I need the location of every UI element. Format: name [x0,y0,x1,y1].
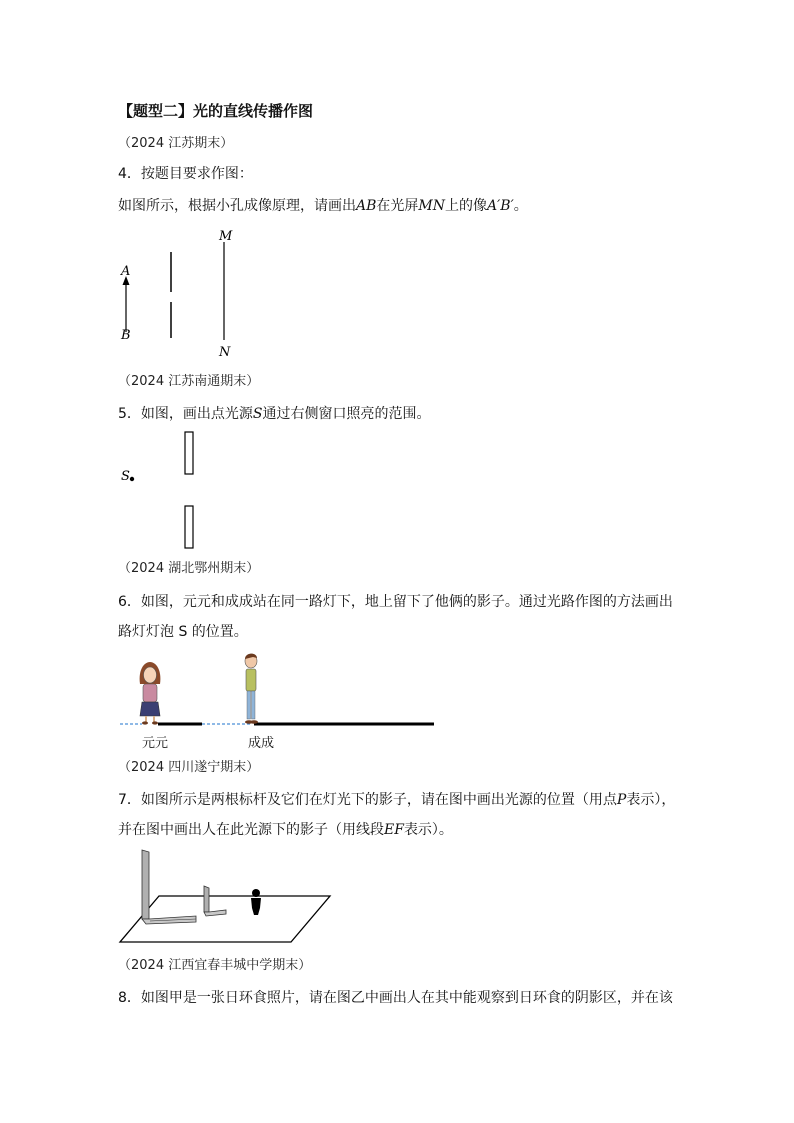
q4-pinhole-figure [110,222,260,364]
q6-person-cheng [245,654,258,724]
q4-text-c: 上的像 [445,198,487,214]
q7-tall-pole [142,850,196,924]
q5-wall-bottom [185,506,193,548]
q5-text [118,404,431,424]
q7-source: （2024 四川遂宁期末） [118,760,260,775]
q7-line2-b: 表示）。 [403,822,453,838]
q5-label-s: S [121,469,130,484]
q5-window-figure [112,430,212,552]
q4-text-mn: MN [418,198,445,214]
q7-line1-p: P [616,792,627,808]
q4-text-ab: AB [356,198,377,214]
q5-point-source [130,477,134,481]
q8-source: （2024 江西宜春丰城中学期末） [118,958,312,973]
q7-line1-b: 表示）， [626,792,676,808]
q5-text-b: 通过右侧窗口照亮的范围。 [262,406,431,422]
q4-text-img: A′B′ [487,198,514,214]
q7-person [251,889,261,915]
q7-pole-figure [118,846,336,946]
q6-source: （2024 湖北鄂州期末） [118,561,260,576]
q4-text [118,196,528,216]
q7-line1 [118,790,675,810]
q4-label-n: N [219,345,231,360]
q4-text-d: 。 [513,198,528,214]
q7-line2-ef: EF [384,822,404,838]
q4-source: （2024 江苏期末） [118,136,234,151]
q6-label-yuan: 元元 [142,736,169,751]
q4-pinhole-svg [110,222,260,364]
q5-wall-top [185,432,193,474]
q4-text-b: 在光屏 [376,198,419,214]
q6-line2: 路灯灯泡 S 的位置。 [118,624,248,640]
q4-label-b: B [121,328,131,343]
q7-line2-a: 并在图中画出人在此光源下的影子（用线段 [118,822,384,838]
q7-pole-svg [118,846,336,946]
q6-person-yuan [140,662,161,725]
q4-label-m: M [219,229,233,244]
q4-text-a: 如图所示，根据小孔成像原理，请画出 [118,198,356,214]
q4-title: 4．按题目要求作图： [118,166,253,182]
q5-window-svg [112,430,212,552]
q7-line1-a: 7．如图所示是两根标杆及它们在灯光下的影子，请在图中画出光源的位置（用点 [118,792,617,808]
q7-line2 [118,820,453,840]
q5-text-s: S [252,406,263,422]
q8-line1: 8．如图甲是一张日环食照片，请在图乙中画出人在其中能观察到日环食的阴影区，并在该 [118,990,673,1006]
q4-label-a: A [121,264,131,279]
q5-text-a: 5．如图，画出点光源 [118,406,253,422]
q7-short-pole [204,886,226,916]
section-heading: 【题型二】光的直线传播作图 [118,102,314,120]
q5-source: （2024 江苏南通期末） [118,374,260,389]
q6-line1: 6．如图，元元和成成站在同一路灯下，地上留下了他俩的影子。通过光路作图的方法画出 [118,594,673,610]
q6-label-cheng: 成成 [248,736,275,751]
q6-shadow-figure [112,648,442,752]
